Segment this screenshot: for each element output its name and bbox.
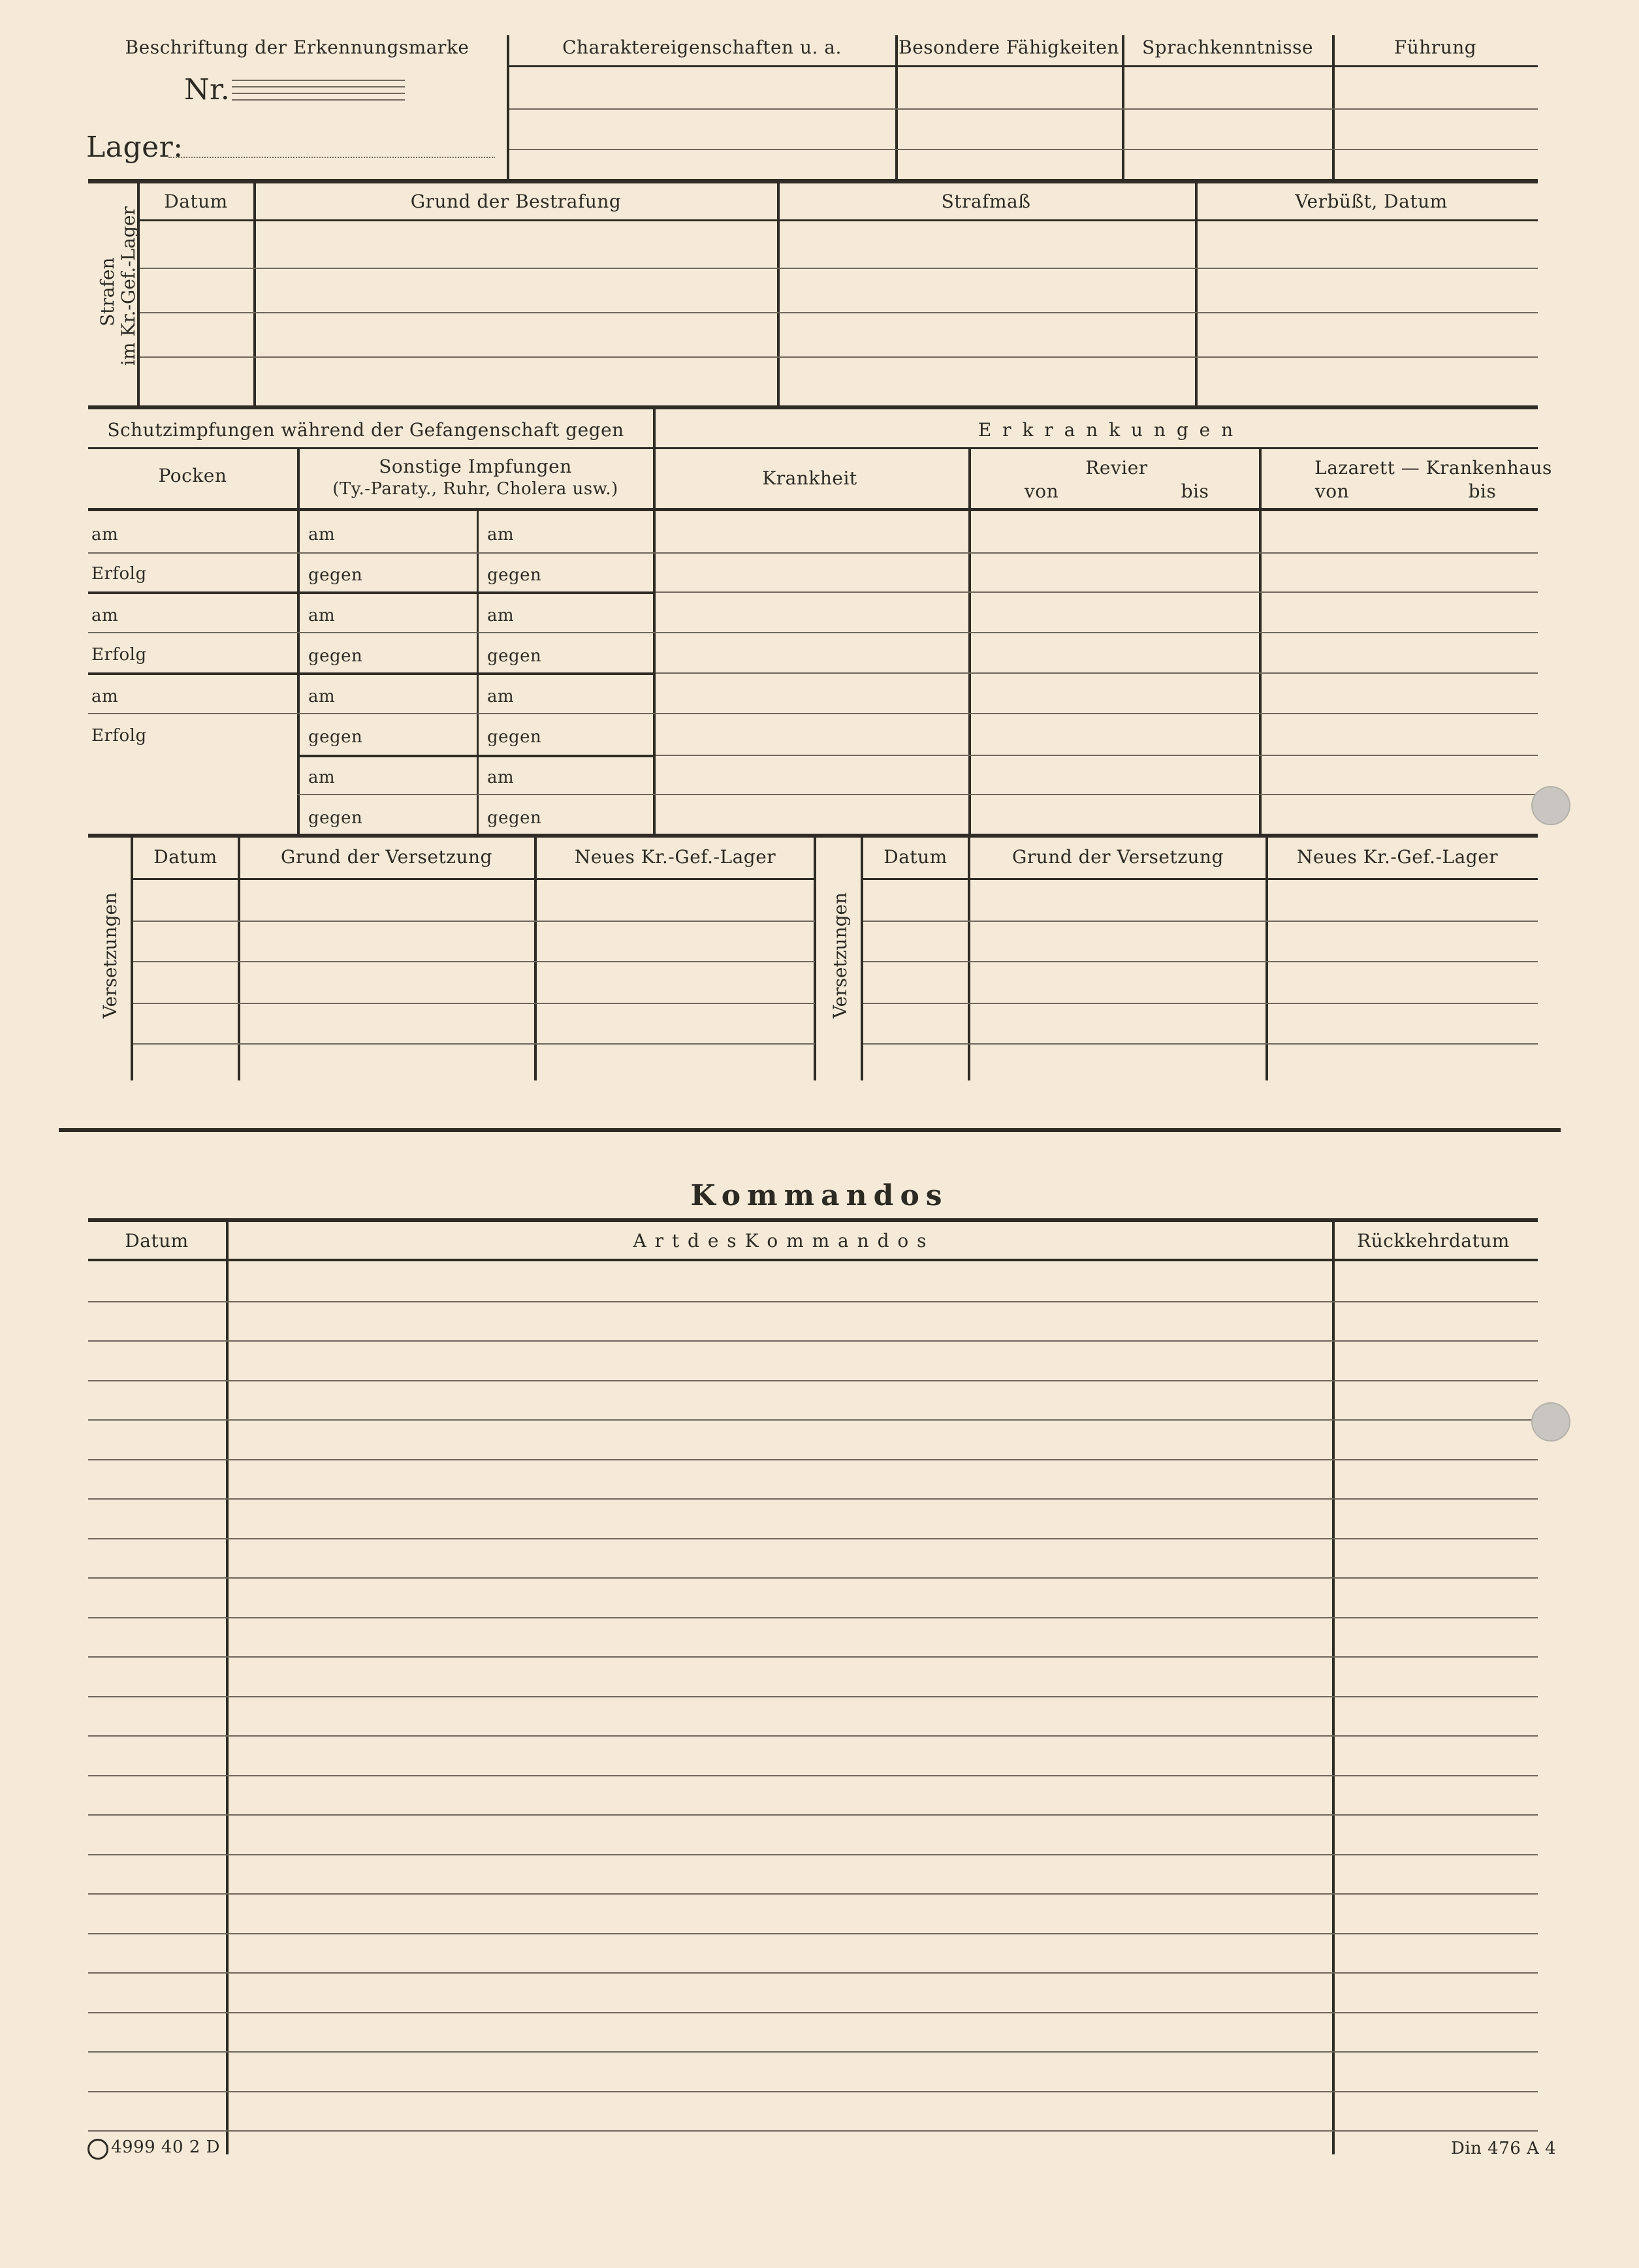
impf-sonstige2-gegen: gegen [487, 646, 542, 666]
impf-sonstige-gegen: gegen [308, 646, 363, 666]
strafen-col-verbuesst: Verbüßt, Datum [1295, 191, 1448, 212]
kommandos-row [88, 2012, 1538, 2013]
impf-row-group [88, 591, 655, 594]
erkrank-revier-bis: bis [1181, 480, 1209, 502]
strafen-col-datum: Datum [164, 191, 228, 212]
versetz-row [133, 961, 815, 962]
header-divider [1122, 35, 1124, 179]
kommandos-row [88, 1498, 1538, 1500]
versetz2-side-label: Versetzungen [829, 892, 851, 1018]
kommandos-col-datum: Datum [125, 1230, 189, 1252]
versetz2-col-lager: Neues Kr.-Gef.-Lager [1296, 846, 1499, 868]
strafen-row [140, 268, 1538, 269]
strafen-col-grund: Grund der Bestrafung [410, 191, 622, 212]
strafen-row [140, 356, 1538, 358]
impf-sonstige2-am: am [487, 687, 515, 706]
kommandos-row [88, 1538, 1538, 1539]
punch-hole [1531, 786, 1570, 825]
impf-sonstige-am: am [308, 687, 336, 706]
kommandos-row [88, 1340, 1538, 1342]
kommandos-row [88, 1735, 1538, 1737]
form-number: 4999 40 2 D [111, 2137, 220, 2157]
kommandos-top-rule [88, 1218, 1538, 1222]
impf-erkrank-divider [653, 409, 656, 834]
impf-header-rule [88, 508, 1538, 511]
impf-row [88, 632, 1538, 633]
kommandos-row [88, 1656, 1538, 1658]
erkrank-divider [1259, 449, 1262, 834]
erkrank-title: E r k r a n k u n g e n [978, 419, 1236, 441]
header-divider [895, 35, 898, 179]
impf-col-sonstige-2: (Ty.-Paraty., Ruhr, Cholera usw.) [332, 479, 618, 499]
impf-sonstige-am: am [308, 606, 336, 625]
versetz-row [133, 921, 815, 922]
impf-sonstige2-am: am [487, 768, 515, 787]
fold-rule [59, 1128, 1561, 1132]
kommandos-row [88, 1617, 1538, 1618]
header-rule [509, 108, 1538, 110]
col-charakter: Charaktereigenschaften u. a. [562, 37, 842, 58]
versetz-row [863, 1003, 1538, 1004]
erkrank-row [656, 591, 1538, 593]
impf-col-sonstige-1: Sonstige Impfungen [379, 456, 572, 477]
impf-row-group [297, 755, 655, 757]
din-label: Din 476 A 4 [1451, 2139, 1557, 2158]
impf-sonstige2-gegen: gegen [487, 727, 542, 747]
nr-bars [232, 80, 405, 103]
impf-sonstige-am: am [308, 525, 336, 544]
publisher-logo [88, 2139, 108, 2160]
impf-row [297, 794, 1538, 795]
erkrank-col-krankheit: Krankheit [762, 467, 857, 489]
impf-sonstige-gegen: gegen [308, 727, 363, 747]
versetz2-col-datum: Datum [883, 846, 947, 868]
impf-row [88, 713, 1538, 714]
lager-label: Lager: [86, 131, 183, 164]
impf-sonstige2-am: am [487, 525, 515, 544]
impf-pocken-erfolg: Erfolg [91, 645, 147, 665]
kommandos-rows [88, 1261, 1538, 2139]
kommandos-row [88, 1814, 1538, 1816]
versetz-header-rule [133, 878, 815, 880]
kommandos-title: Kommandos [690, 1179, 949, 1212]
header-divider [1332, 35, 1335, 179]
kommandos-col-art: A r t d e s K o m m a n d o s [633, 1230, 928, 1252]
erkrank-col-revier: Revier [1085, 457, 1148, 479]
kommandos-row [88, 2091, 1538, 2092]
strafen-divider [1195, 183, 1198, 405]
strafen-side-label-2: im Kr.-Gef.-Lager [118, 206, 139, 366]
kommandos-row [88, 1972, 1538, 1974]
kommandos-row [88, 1577, 1538, 1579]
erkrank-row [656, 755, 1538, 756]
erkrank-divider [968, 449, 971, 834]
versetz-header-rule [863, 878, 1538, 880]
kommandos-row [88, 1419, 1538, 1421]
strafen-divider [253, 183, 256, 405]
versetz-col-lager: Neues Kr.-Gef.-Lager [574, 846, 776, 868]
impf-pocken-am: am [91, 525, 119, 544]
kommandos-row [88, 1301, 1538, 1302]
erkrank-lazarett-von: von [1314, 480, 1350, 502]
header-rule [509, 65, 1538, 67]
impf-top-rule [88, 405, 1538, 409]
impf-sonstige-gegen: gegen [308, 565, 363, 585]
strafen-side-label-1: Strafen [97, 257, 118, 326]
impf-col-pocken: Pocken [158, 465, 227, 486]
impf-title-rule [88, 447, 1538, 449]
kommandos-row [88, 1854, 1538, 1855]
strafen-header-rule [140, 219, 1538, 221]
versetz-col-grund: Grund der Versetzung [281, 846, 492, 868]
col-sprachen: Sprachkenntnisse [1141, 37, 1314, 58]
col-fuehrung: Führung [1393, 37, 1477, 58]
erkrank-col-lazarett: Lazarett — Krankenhaus [1314, 457, 1552, 479]
versetz2-col-grund: Grund der Versetzung [1012, 846, 1224, 868]
erkrank-revier-von: von [1024, 480, 1059, 502]
impf-pocken-erfolg: Erfolg [91, 726, 147, 746]
kommandos-row [88, 2051, 1538, 2053]
kommandos-row [88, 1775, 1538, 1776]
impf-row [88, 552, 1538, 554]
kommandos-row [88, 1933, 1538, 1934]
versetz-col-datum: Datum [153, 846, 217, 868]
kommandos-col-rueckkehr: Rückkehrdatum [1357, 1230, 1510, 1252]
versetz-row [133, 1003, 815, 1004]
impf-pocken-am: am [91, 606, 119, 625]
strafen-col-strafmass: Strafmaß [941, 191, 1031, 212]
impf-pocken-erfolg: Erfolg [91, 564, 147, 584]
versetz-top-rule [88, 834, 1538, 838]
erkrank-row [656, 672, 1538, 674]
impf-sonstige2-gegen: gegen [487, 808, 542, 828]
erkrank-lazarett-bis: bis [1468, 480, 1497, 502]
impf-sonstige2-gegen: gegen [487, 565, 542, 585]
kommandos-row [88, 2130, 1538, 2132]
impf-row-group [88, 672, 655, 675]
versetz-row [133, 1043, 815, 1045]
impf-sonstige2-am: am [487, 606, 515, 625]
kommandos-row [88, 1459, 1538, 1460]
nr-label: Nr. [184, 73, 231, 106]
impf-divider [297, 449, 300, 834]
header-rule [509, 149, 1538, 150]
strafen-row [140, 312, 1538, 313]
versetz-row [863, 961, 1538, 962]
header-divider [507, 35, 509, 179]
lager-field[interactable] [168, 157, 495, 158]
marke-label: Beschriftung der Erkennungsmarke [125, 37, 469, 58]
impf-sonstige-gegen: gegen [308, 808, 363, 828]
versetz-row [863, 921, 1538, 922]
impf-pocken-am: am [91, 687, 119, 706]
impf-title: Schutzimpfungen während der Gefangenschaft gegen [107, 419, 624, 441]
impf-sonstige-am: am [308, 768, 336, 787]
versetz-row [863, 1043, 1538, 1045]
versetz-side-label: Versetzungen [99, 892, 121, 1018]
strafen-top-rule [88, 179, 1538, 183]
col-faehigkeiten: Besondere Fähigkeiten [899, 37, 1119, 58]
kommandos-row [88, 1696, 1538, 1697]
punch-hole [1531, 1402, 1570, 1441]
strafen-divider [777, 183, 780, 405]
kommandos-row [88, 1380, 1538, 1381]
kommandos-row [88, 1893, 1538, 1895]
